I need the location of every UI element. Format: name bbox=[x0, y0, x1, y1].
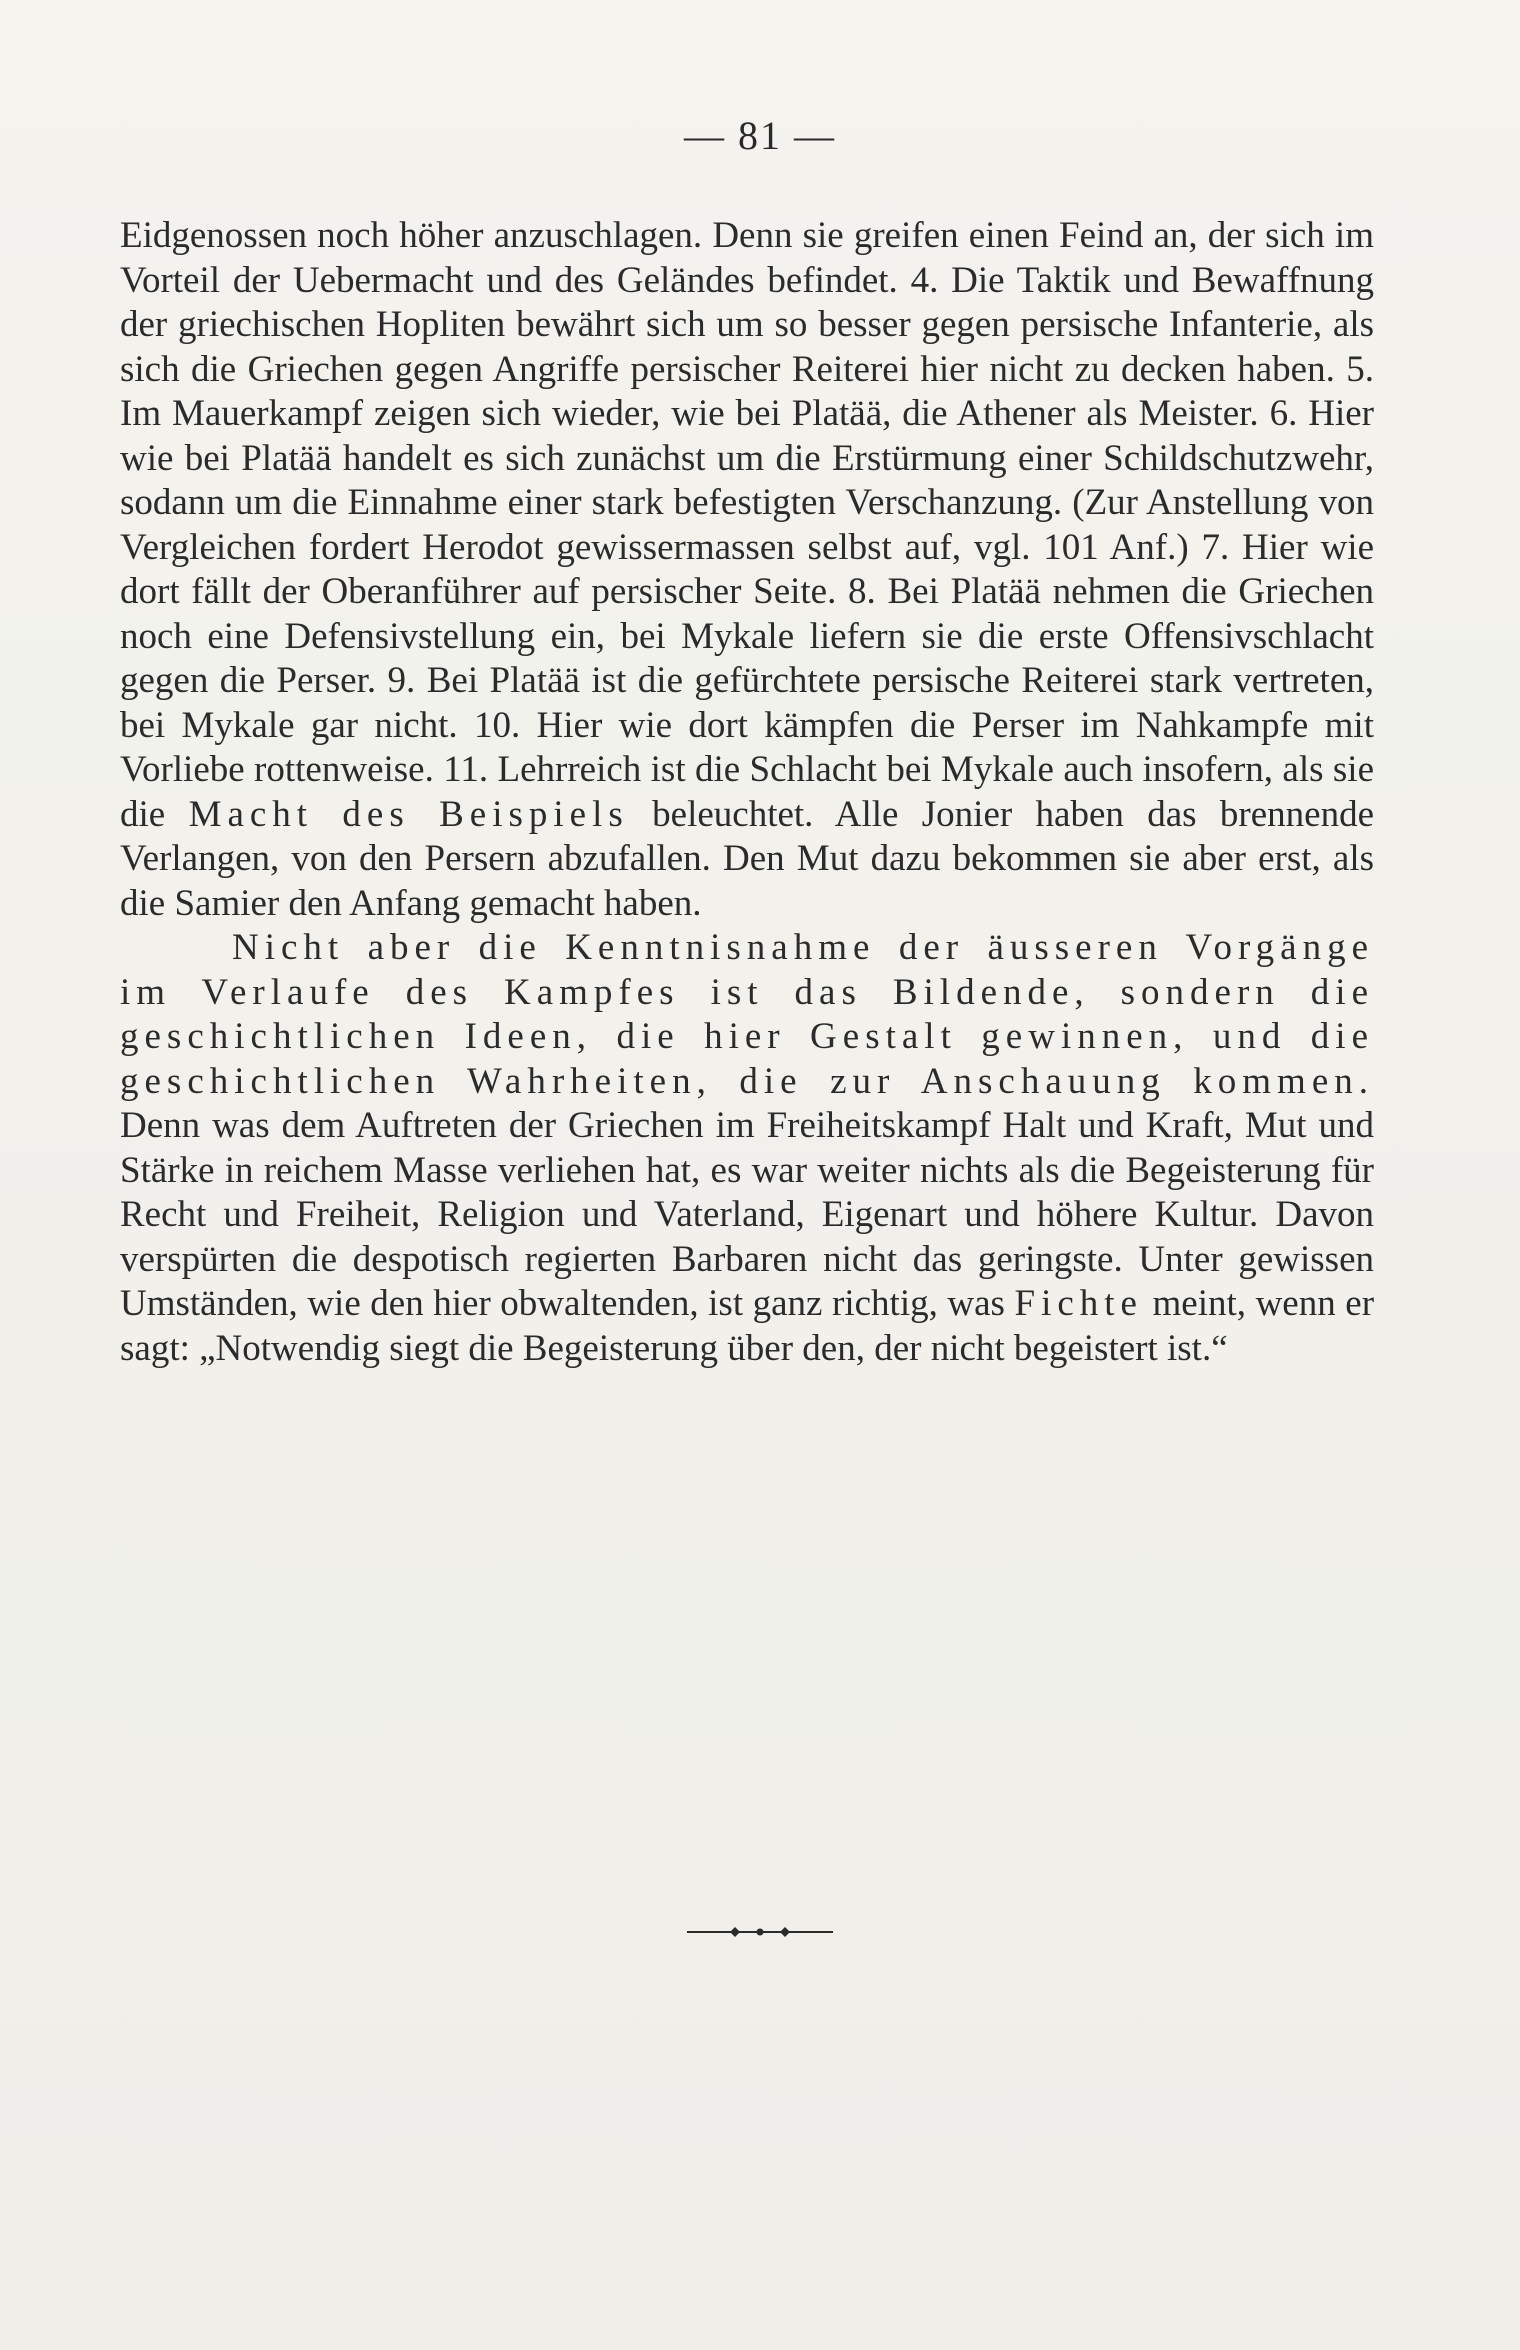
body-text bbox=[120, 214, 1374, 1371]
paragraph-1-text-end: beleuchtet. Alle Jonier haben das brennende Verlangen, von den Persern abzufallen. Den Mut dazu bekommen sie aber erst, als die Samier den Anfang gemacht haben. bbox=[120, 793, 1375, 924]
paragraph-2 bbox=[120, 926, 1374, 1371]
section-end-ornament bbox=[0, 1912, 1520, 1952]
paragraph-1-text: Eidgenossen noch höher anzuschlagen. Denn sie greifen einen Feind an, der sich im Vorteil der Uebermacht und des Geländes befindet. 4. Die Taktik und Bewaffnung der griechischen Hopliten bewährt sich um so besser gegen persische Infanterie, als sich die Griechen gegen Angriffe persischer Reiterei hier nicht zu decken haben. 5. Im Mauerkampf zeigen sich wieder, wie bei Platää, die Athener als Meister. 6. Hier wie bei Platää handelt es sich zunächst um die Erstürmung einer Schildschutzwehr, sodann um die Einnahme einer stark befestigten Verschanzung. (Zur Anstellung von Vergleichen fordert Herodot gewissermassen selbst auf, vgl. 101 Anf.) 7. Hier wie dort fällt der Oberanführer auf persischer Seite. 8. Bei Platää nehmen die Griechen noch eine Defensivstellung ein, bei Mykale liefern sie die erste Offensivschlacht gegen die Perser. 9. Bei Platää ist die gefürchtete persische Reiterei stark vertreten, bei Mykale gar nicht. 10. Hier wie dort kämpfen die Perser im Nahkampfe mit Vorliebe rottenweise. 11. Lehrreich ist die Schlacht bei Mykale auch insofern, als sie die bbox=[120, 215, 1374, 835]
paragraph-2-text-end: meint, wenn er sagt: „Notwendig siegt die Begeisterung über den, der nicht begeistert ist.“ bbox=[120, 1283, 1375, 1369]
emphasis-geschichtliche-ideen: Nicht aber die Kenntnisnahme der äusseren Vorgänge im Verlaufe des Kampfes ist das Bildende, sondern die geschichtlichen Ideen, die hier Gestalt gewinnen, und die geschichtlichen Wahrheiten, die zur Anschauung kommen. bbox=[120, 927, 1374, 1102]
emphasis-macht-des-beispiels: Macht des Beispiels bbox=[188, 793, 629, 835]
paragraph-2-text: Denn was dem Auftreten der Griechen im Freiheitskampf Halt und Kraft, Mut und Stärke in reichem Masse verliehen hat, es war weiter nichts als die Begeisterung für Recht und Freiheit, Religion und Vaterland, Eigenart und höhere Kultur. Davon verspürten die despotisch regierten Barbaren nicht das geringste. Unter gewissen Umständen, wie den hier obwaltenden, ist ganz richtig, was bbox=[120, 1105, 1374, 1324]
ornament-rule-icon bbox=[685, 1922, 835, 1942]
page-number: — 81 — bbox=[684, 113, 836, 158]
paragraph-1 bbox=[120, 214, 1374, 926]
emphasis-fichte: Fichte bbox=[1014, 1283, 1143, 1324]
